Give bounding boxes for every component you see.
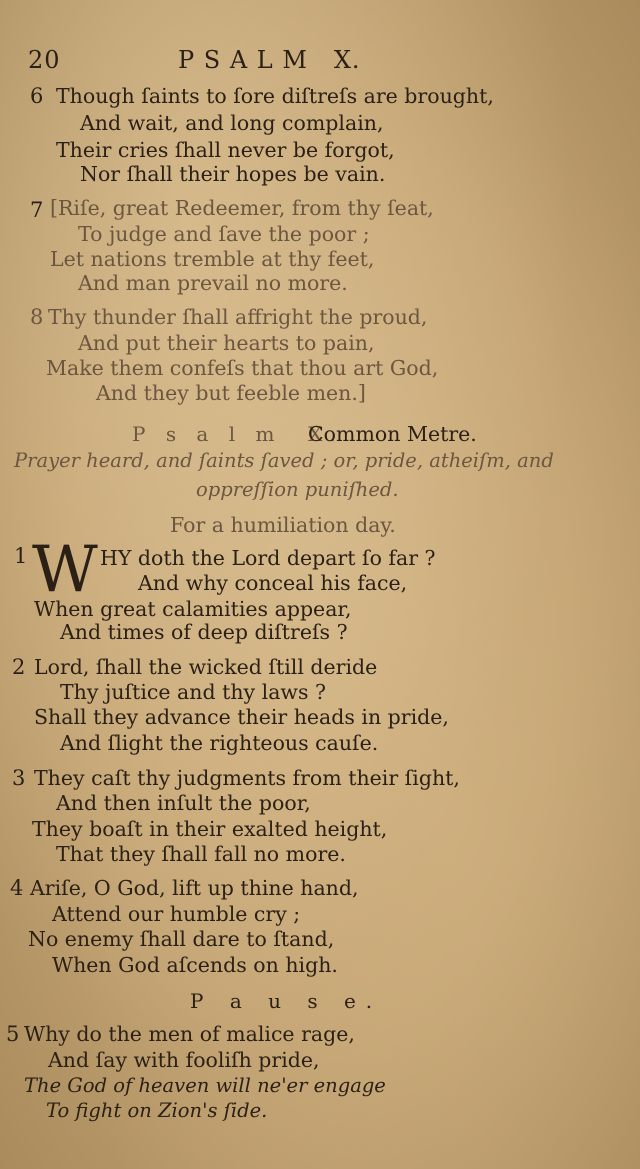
verse-line: Thy juſtice and thy laws ? [60,680,326,704]
verse-line: Lord, ſhall the wicked ſtill deride [34,655,378,679]
drop-cap: W [32,533,98,607]
stanza-number: 3 [12,766,26,790]
verse-line: Why do the men of malice rage, [24,1022,355,1046]
running-title: P S A L M X. [178,46,361,74]
verse-line: Thy thunder ſhall affright the proud, [48,305,428,329]
verse-line: To judge and ſave the poor ; [78,222,370,246]
metre-label: Common Metre. [308,422,477,446]
verse-line: Let nations tremble at thy feet, [50,247,375,271]
stanza-number: 1 [14,544,28,568]
verse-line: Attend our humble cry ; [52,902,301,926]
page-number: 20 [28,46,61,74]
verse-line: HY doth the Lord depart ſo far ? [100,546,436,570]
verse-line: And they but feeble men.] [96,381,366,405]
occasion-line: For a humiliation day. [170,513,396,537]
verse-line: And then inſult the poor, [56,791,311,815]
verse-line: The God of heaven will ne'er engage [24,1074,386,1097]
verse-line: [Riſe, great Redeemer, from thy ſeat, [50,196,434,220]
verse-line: To fight on Zion's ſide. [46,1099,268,1122]
pause-heading: P a u s e. [190,989,383,1013]
stanza-number: 4 [10,876,24,900]
verse-line: And ſlight the righteous cauſe. [60,731,379,755]
verse-line: They caſt thy judgments from their ſight, [34,766,460,790]
stanza-number: 2 [12,655,26,679]
stanza-number: 7 [30,198,44,222]
psalm-heading: P s a l m X. [132,422,343,446]
verse-line: Though ſaints to ſore diſtreſs are brought, [56,84,494,108]
verse-line: And put their hearts to pain, [78,331,375,355]
verse-line: Nor ſhall their hopes be vain. [80,162,386,186]
verse-line: Their cries ſhall never be forgot, [56,138,395,162]
stanza-number: 8 [30,305,44,329]
verse-line: When God aſcends on high. [52,953,338,977]
stanza-number: 6 [30,84,44,108]
psalm-argument: Prayer heard, and ſaints ſaved ; or, pride, atheiſm, and [14,449,554,472]
verse-line: Ariſe, O God, lift up thine hand, [30,876,359,900]
verse-line: When great calamities appear, [34,597,352,621]
verse-line: And wait, and long complain, [80,111,384,135]
verse-line: And times of deep diſtreſs ? [60,620,348,644]
verse-line: That they ſhall fall no more. [56,842,346,866]
verse-line: Make them confeſs that thou art God, [46,356,439,380]
verse-line: And why conceal his face, [138,571,408,595]
verse-line: And ſay with fooliſh pride, [48,1048,320,1072]
stanza-number: 5 [6,1022,20,1046]
verse-line: And man prevail no more. [78,271,348,295]
verse-line: They boaſt in their exalted height, [32,817,388,841]
psalm-argument: oppreſſion puniſhed. [196,478,399,501]
verse-line: Shall they advance their heads in pride, [34,705,449,729]
verse-line: No enemy ſhall dare to ſtand, [28,927,335,951]
